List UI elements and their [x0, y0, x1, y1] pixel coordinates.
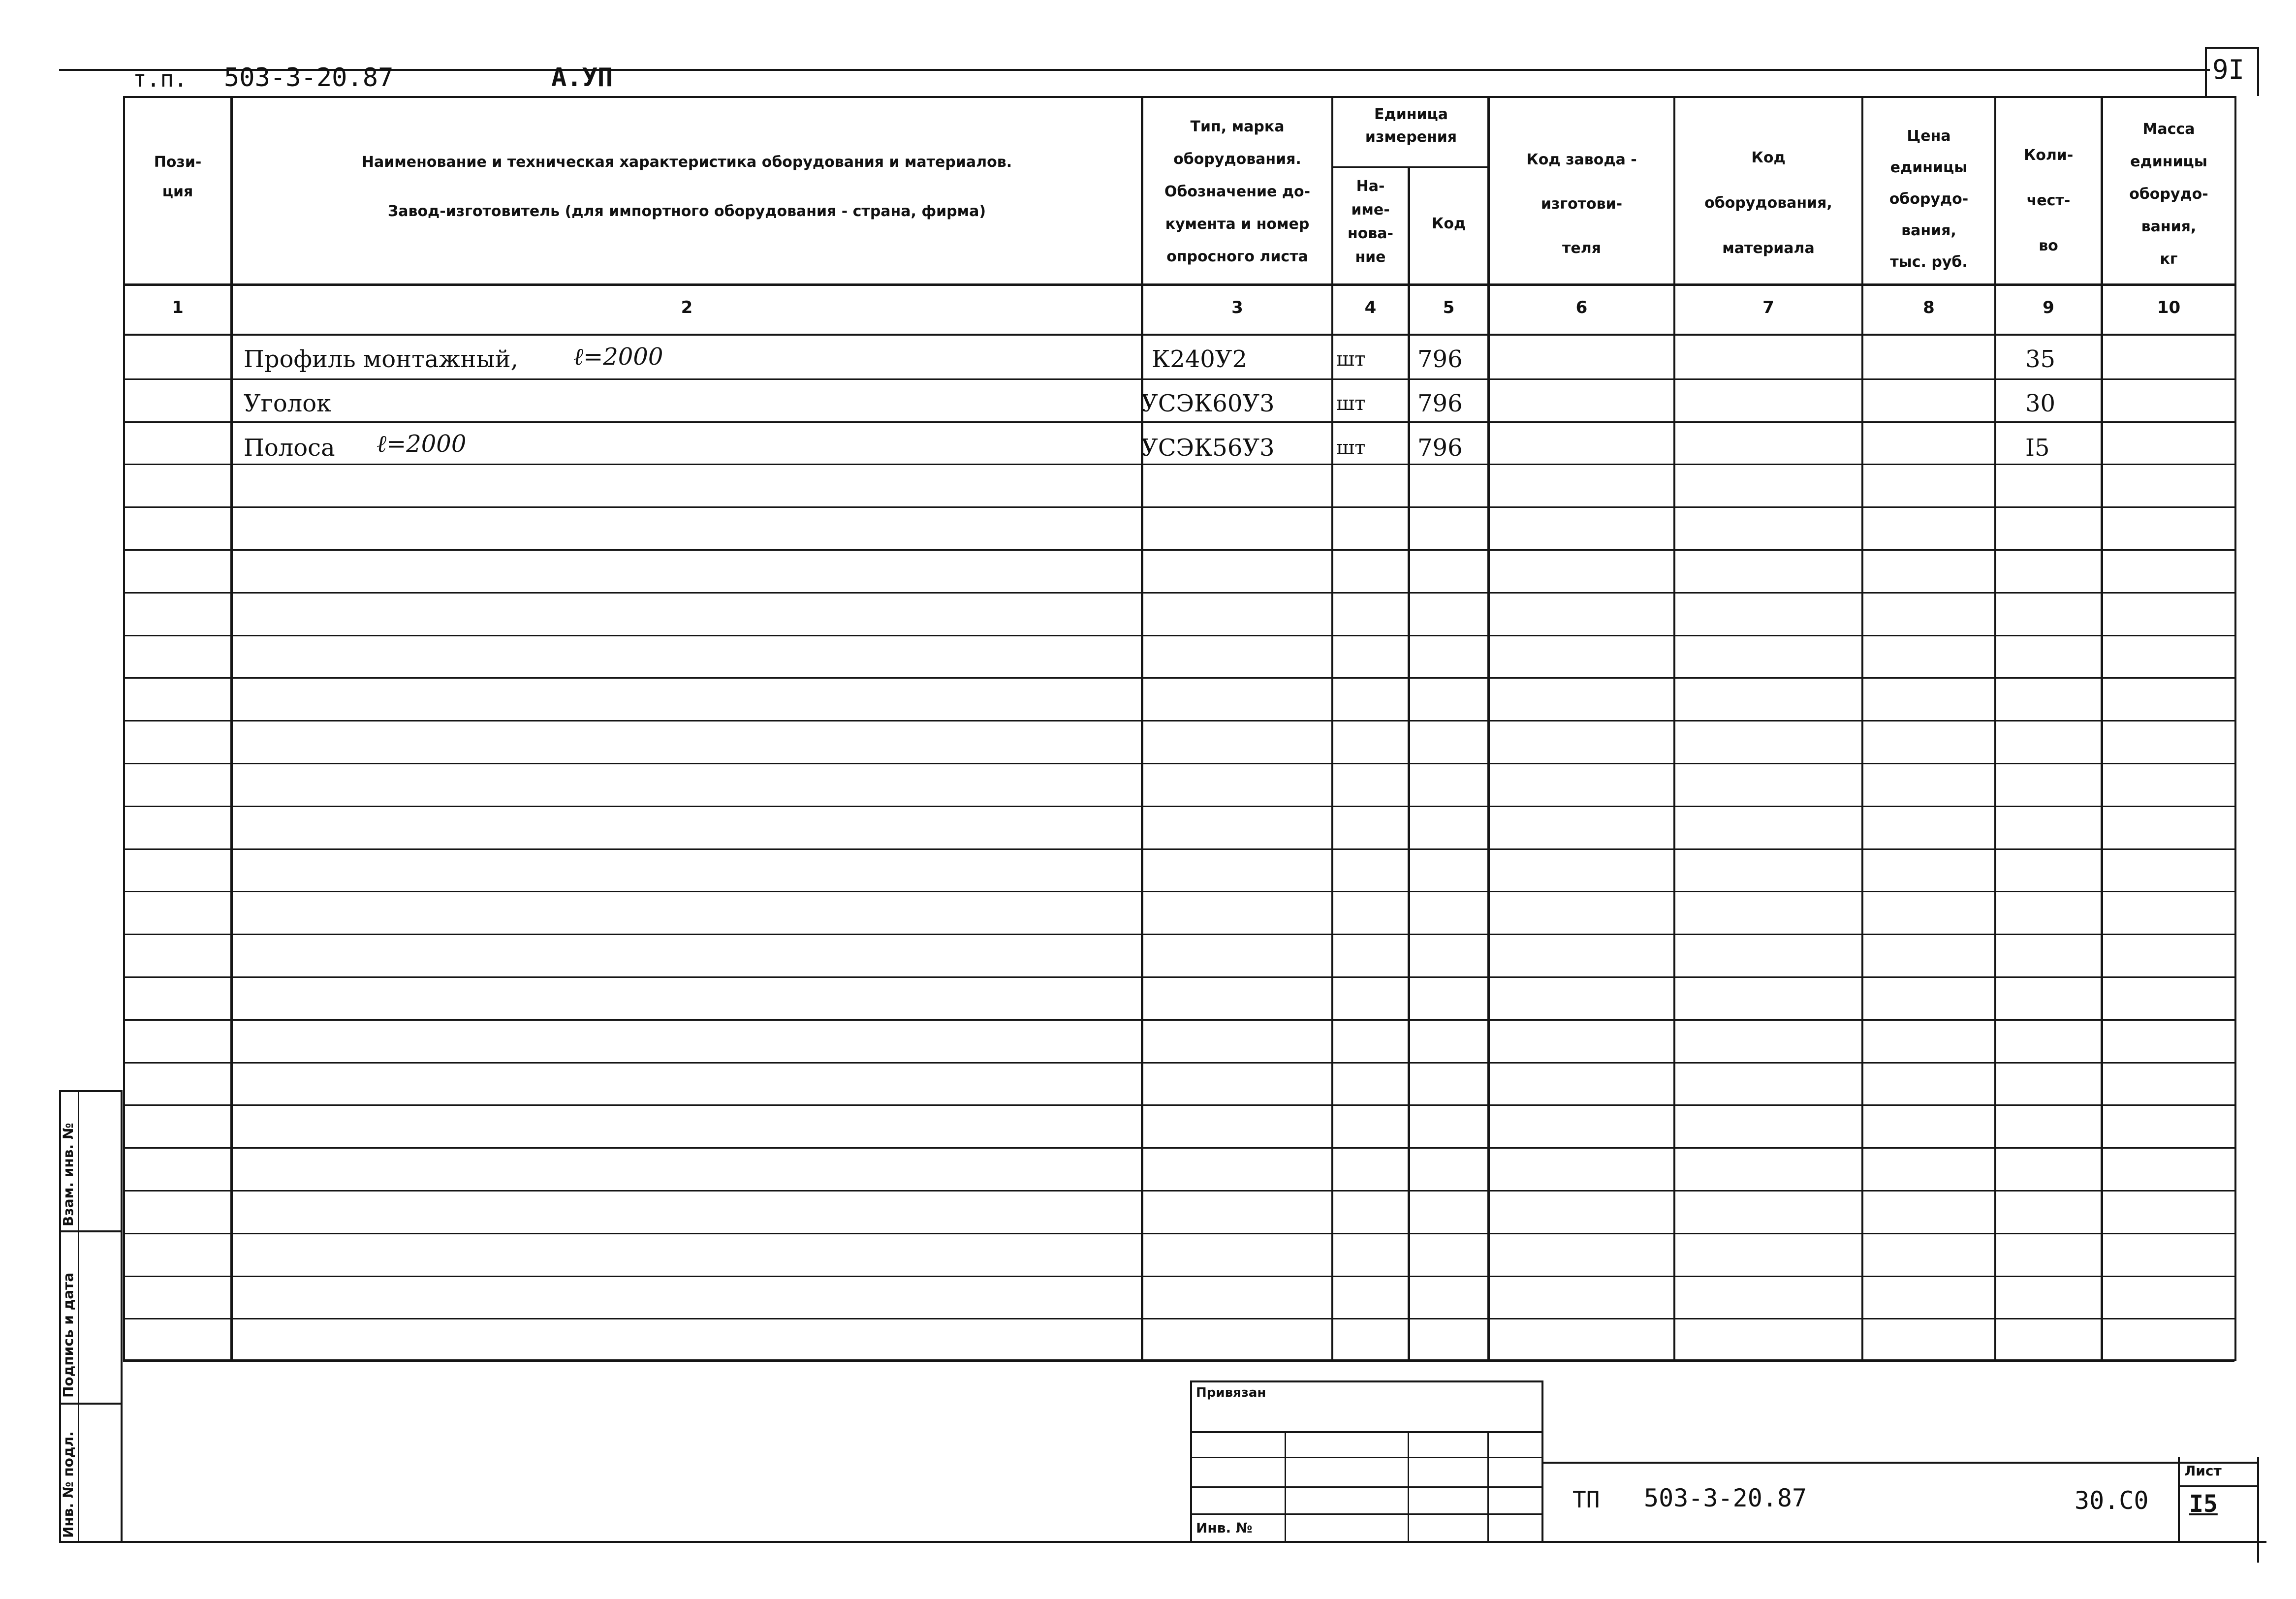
- table-row-line: [123, 464, 2234, 465]
- row-name: Полоса: [244, 434, 335, 462]
- table-row-line: [123, 891, 2234, 892]
- side-stamp-inv-original: Инв. № подл.: [60, 1431, 76, 1538]
- table-row-line: [123, 1276, 2234, 1277]
- table-row-line: [123, 549, 2234, 551]
- table-row-line: [123, 934, 2234, 935]
- header-equipment-code: Код оборудования, материала: [1704, 149, 1832, 257]
- header-position: Пози- ция: [154, 154, 202, 200]
- tp-label: т.п.: [133, 65, 188, 92]
- inv-no-label: Инв. №: [1196, 1520, 1253, 1536]
- row-quantity: 35: [2025, 345, 2056, 373]
- table-row-line: [123, 1318, 2234, 1319]
- row-name: Профиль монтажный,: [244, 345, 518, 373]
- column-number-8: 8: [1923, 298, 1935, 317]
- row-length: ℓ=2000: [573, 343, 663, 371]
- privyazan-label: Привязан: [1196, 1385, 1266, 1400]
- column-number-10: 10: [2157, 298, 2181, 317]
- header-unit-price: Цена единицы оборудо- вания, тыс. руб.: [1889, 127, 1969, 271]
- row-unit: шт: [1336, 392, 1366, 415]
- table-row-line: [123, 506, 2234, 508]
- table-row-line: [123, 976, 2234, 978]
- table-row-line: [123, 763, 2234, 764]
- row-mark: К240У2: [1152, 345, 1247, 373]
- side-stamp-signature-date: Подпись и дата: [60, 1272, 76, 1398]
- title-tp: ТП: [1573, 1486, 1600, 1513]
- row-unit: шт: [1336, 348, 1366, 371]
- table-row-line: [123, 378, 2234, 380]
- column-number-9: 9: [2043, 298, 2054, 317]
- column-number-5: 5: [1443, 298, 1455, 317]
- header-unit-name: На- име- нова- ние: [1347, 178, 1394, 266]
- title-code: 503-3-20.87: [1644, 1484, 1807, 1512]
- table-row-line: [123, 635, 2234, 636]
- header-unit-mass: Масса единицы оборудо- вания, кг: [2129, 121, 2208, 268]
- table-row-line: [123, 848, 2234, 850]
- header-quantity: Коли- чест- во: [2023, 147, 2074, 254]
- column-number-3: 3: [1231, 298, 1243, 317]
- list-label: Лист: [2184, 1463, 2222, 1479]
- row-quantity: I5: [2025, 434, 2050, 462]
- row-code: 796: [1417, 390, 1463, 417]
- header-type-mark: Тип, марка оборудования. Обозначение до- кумента и номер опросного листа: [1164, 118, 1311, 265]
- row-length: ℓ=2000: [377, 430, 467, 458]
- table-row-line: [123, 421, 2234, 423]
- table-row-line: [123, 806, 2234, 807]
- row-name: Уголок: [244, 390, 332, 417]
- table-row-line: [123, 1190, 2234, 1191]
- table-row-line: [123, 1104, 2234, 1106]
- row-mark: УСЭК56У3: [1141, 434, 1275, 462]
- side-stamp-replacement-inv: Взам. инв. №: [60, 1123, 76, 1226]
- table-row-line: [123, 1019, 2234, 1021]
- column-number-4: 4: [1364, 298, 1377, 317]
- table-row-line: [123, 592, 2234, 594]
- list-number: I5: [2189, 1490, 2218, 1518]
- table-row-line: [123, 1147, 2234, 1149]
- project-code: 503-3-20.87: [224, 63, 394, 93]
- table-row-line: [123, 677, 2234, 679]
- row-mark: УСЭК60У3: [1141, 390, 1275, 417]
- header-unit-code: Код: [1431, 215, 1466, 232]
- header-plant-code: Код завода - изготови- теля: [1526, 151, 1637, 257]
- row-quantity: 30: [2025, 390, 2056, 417]
- table-row-line: [123, 720, 2234, 721]
- row-code: 796: [1417, 434, 1463, 462]
- title-sheet-code: 30.С0: [2075, 1486, 2149, 1515]
- table-row-line: [123, 1062, 2234, 1064]
- header-name: Наименование и техническая характеристика оборудования и материалов. Завод-изготовитель (для импортного оборудования - страна, фирма): [361, 154, 1012, 220]
- header-unit-group: Единица измерения: [1365, 106, 1457, 146]
- table-row-line: [123, 1233, 2234, 1234]
- column-number-7: 7: [1762, 298, 1774, 317]
- row-unit: шт: [1336, 437, 1366, 459]
- column-number-1: 1: [172, 298, 184, 317]
- album-label: А.УП: [551, 63, 613, 93]
- page-number: 9I: [2212, 54, 2245, 85]
- column-number-6: 6: [1575, 298, 1588, 317]
- column-number-2: 2: [681, 298, 693, 317]
- row-code: 796: [1417, 345, 1463, 373]
